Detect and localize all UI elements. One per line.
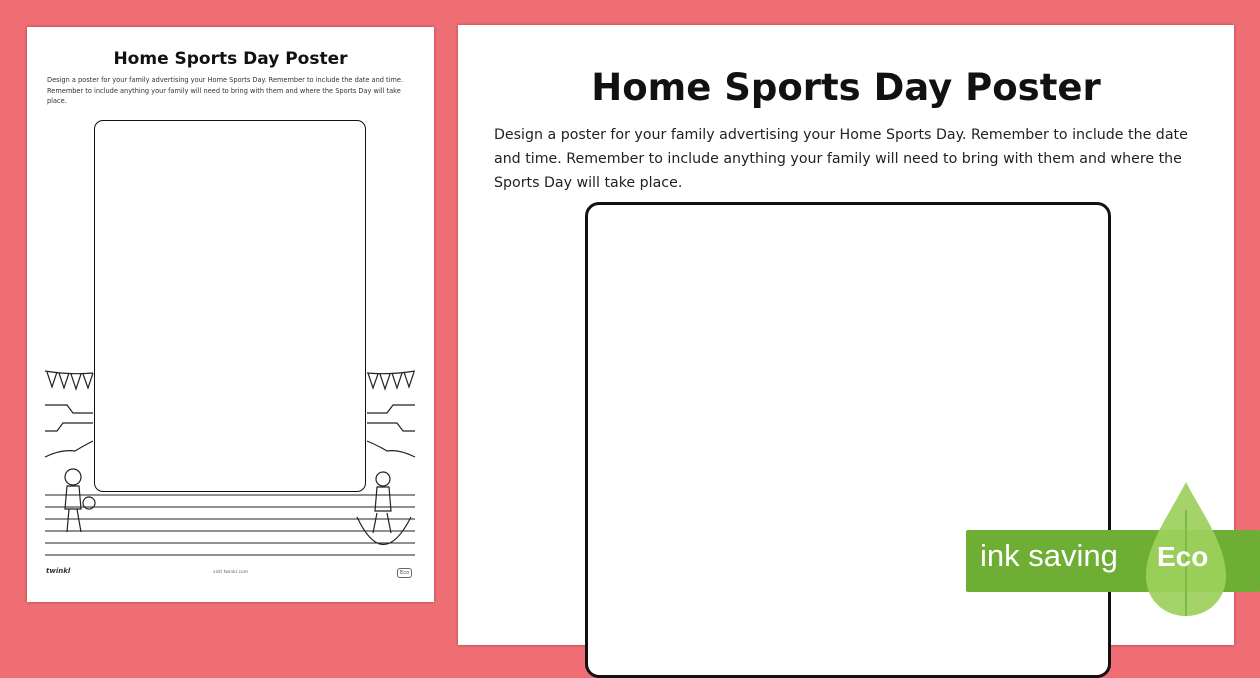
eco-badge-label: ink saving xyxy=(980,538,1118,573)
thumbnail-logo: twinkl xyxy=(46,567,71,575)
thumbnail-poster-box xyxy=(94,120,366,492)
thumbnail-worksheet[interactable] xyxy=(27,27,434,602)
ink-saving-eco-badge xyxy=(964,480,1260,630)
thumbnail-instructions: Design a poster for your family advertising your Home Sports Day. Remember to include the date and time. Remember to include anything your family will need to bring with them and where the Sports Day will take place. xyxy=(47,76,404,105)
thumbnail-title: Home Sports Day Poster xyxy=(113,49,348,69)
page-instructions: Design a poster for your family advertising your Home Sports Day. Remember to include the date and time. Remember to include anything your family will need to bring with them and where the Sports Day will take place. xyxy=(494,127,1188,191)
page-title: Home Sports Day Poster xyxy=(591,66,1101,109)
eco-badge-word: Eco xyxy=(1157,541,1209,572)
thumbnail-eco-badge: Eco xyxy=(397,568,412,578)
thumbnail-footer-url: visit twinkl.com xyxy=(212,570,249,575)
